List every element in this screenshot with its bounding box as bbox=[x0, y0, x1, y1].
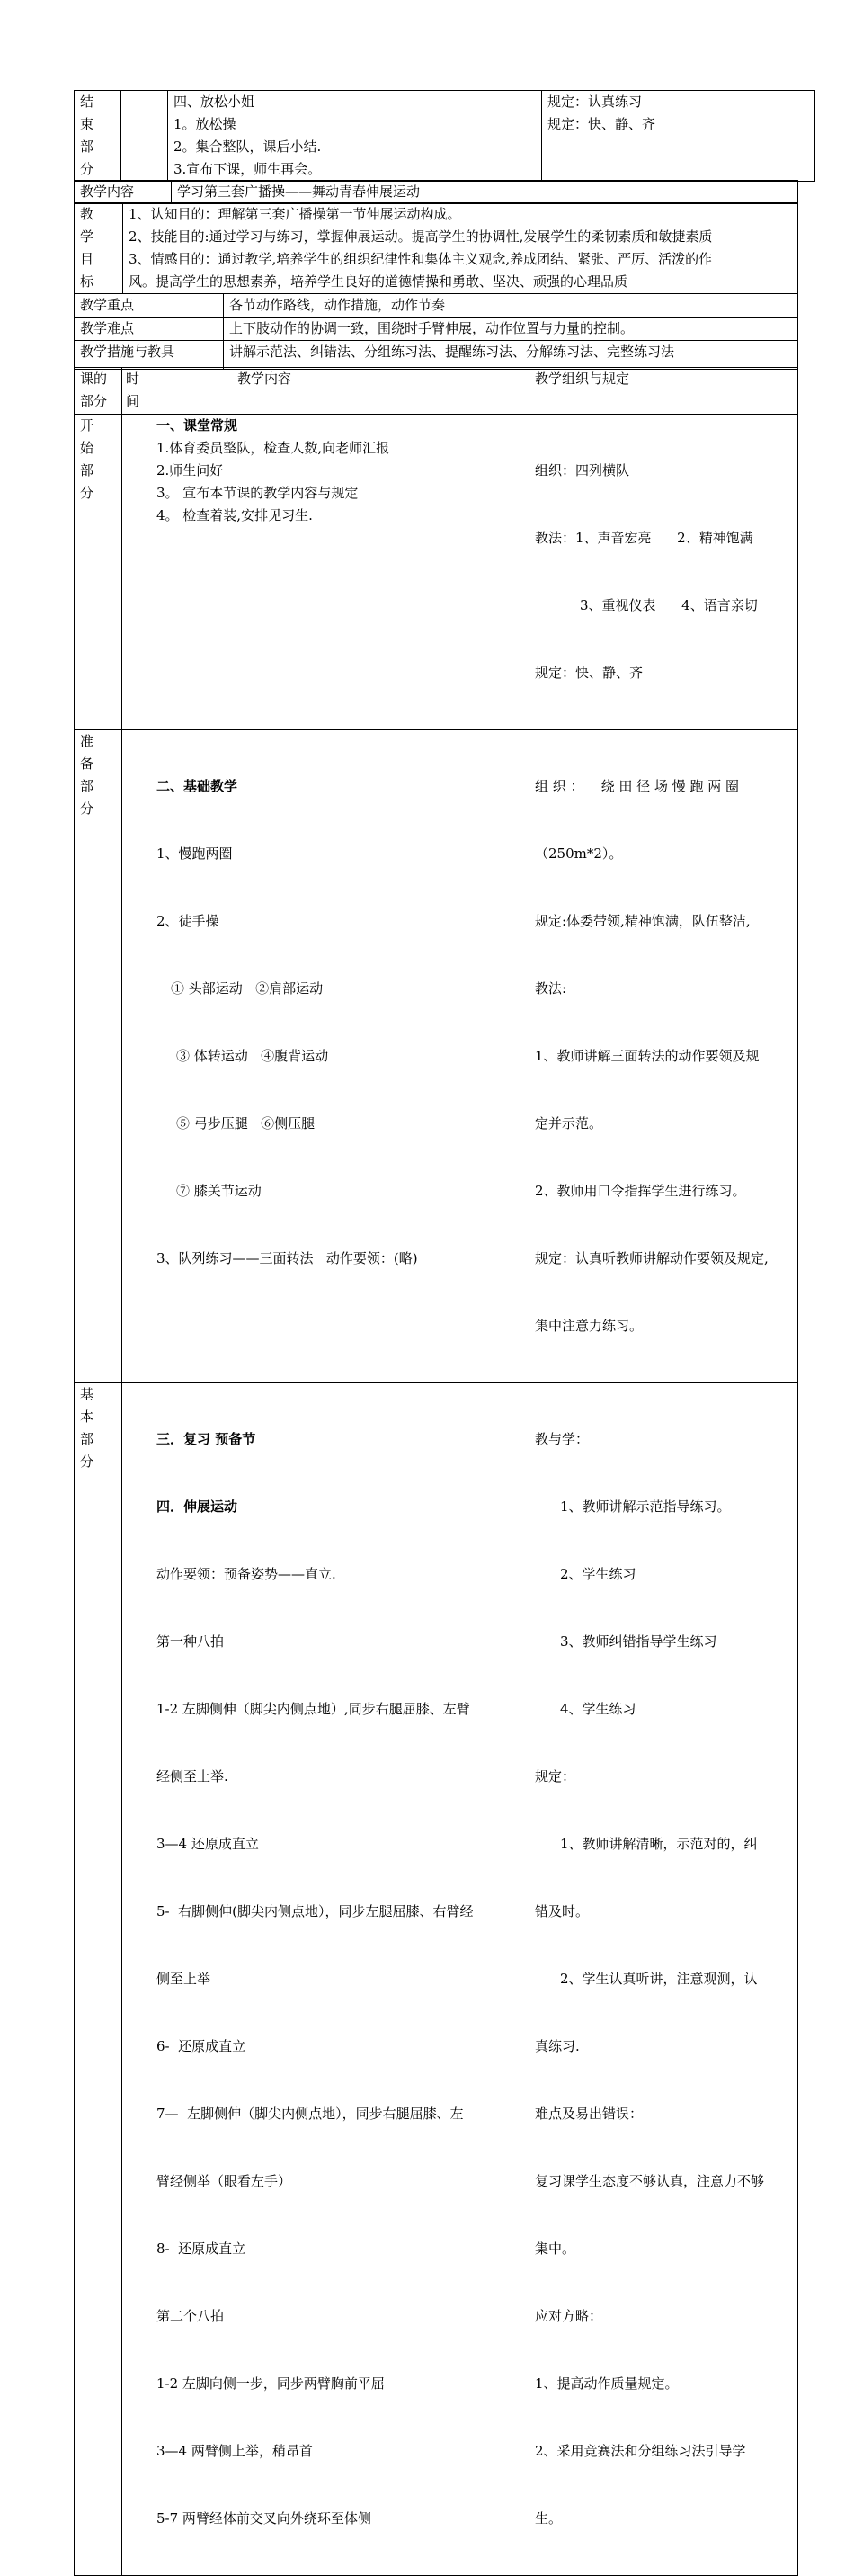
methods-value: 讲解示范法、纠错法、分组练习法、提醒练习法、分解练习法、完整练习法 bbox=[224, 341, 798, 370]
goal-affective-cont: 风。提高学生的思想素养，培养学生良好的道德情操和勇敢、坚决、顽强的心理品质 bbox=[129, 273, 628, 290]
header-content: 教学内容 bbox=[147, 368, 529, 415]
section-heading: 三．复习 预备节 bbox=[156, 1431, 256, 1447]
section-heading: 二、基础教学 bbox=[156, 778, 238, 794]
goals-table bbox=[74, 202, 798, 370]
section-heading: 一、课堂常规 bbox=[156, 417, 238, 434]
section-heading: 四．伸展运动 bbox=[156, 1498, 238, 1515]
start-org: 组织：四列横队 教法：1、声音宏亮 2、精神饱满 3、重视仪表 4、语言亲切 规定：快、静、齐 bbox=[529, 415, 798, 730]
goal-cognitive: 1、认知目的：理解第三套广播操第一节伸展运动构成。 bbox=[129, 206, 461, 222]
lesson-table bbox=[74, 367, 798, 2576]
header-org: 教学组织与规定 bbox=[529, 368, 798, 415]
goals-label: 教 学 目 标 bbox=[75, 203, 123, 294]
basic-org: 教与学： 1、教师讲解示范指导练习。 2、学生练习 3、教师纠错指导学生练习 4、学生练习 规定： 1、教师讲解清晰，示范对的，纠 错及时。 2、学生认真听讲，注意观测，认 真练习. 难点及易出错误： 复习课学生态度不够认真，注意力不够 集中。 应对方略： 1、提高动作质量规定。 2、采用竞赛法和分组练习法引导学 生。 bbox=[529, 1383, 798, 2576]
teaching-content-table bbox=[74, 180, 798, 204]
goals-content bbox=[123, 203, 798, 294]
basic-time-cell bbox=[122, 1383, 147, 2576]
teaching-content-label: 教学内容 bbox=[75, 181, 172, 204]
prep-part-label: 准 备 部 分 bbox=[75, 730, 122, 1383]
end-section-table bbox=[74, 90, 815, 182]
end-org: 规定：认真练习 规定：快、静、齐 bbox=[542, 91, 815, 182]
goal-affective: 3、情感目的：通过教学,培养学生的组织纪律性和集体主义观念,养成团结、紧张、严厉、活泼的作 bbox=[129, 251, 713, 267]
prep-content: 二、基础教学 1、慢跑两圈 2、徒手操 ① 头部运动 ②肩部运动 ③ 体转运动 ④腹背运动 ⑤ 弓步压腿 ⑥侧压腿 ⑦ 膝关节运动 3、队列练习——三面转法 动作要领：(略) bbox=[147, 730, 529, 1383]
start-part-label: 开 始 部 分 bbox=[75, 415, 122, 730]
basic-part-label: 基 本 部 分 bbox=[75, 1383, 122, 2576]
start-content: 一、课堂常规 1.体育委员整队，检查人数,向老师汇报 2.师生问好 3。 宣布本节课的教学内容与规定 4。 检查着装,安排见习生. bbox=[147, 415, 529, 730]
teaching-content-value: 学习第三套广播操——舞动青春伸展运动 bbox=[172, 181, 798, 204]
difficulty-value: 上下肢动作的协调一致，围绕时手臂伸展，动作位置与力量的控制。 bbox=[224, 318, 798, 341]
prep-time-cell bbox=[122, 730, 147, 1383]
header-time: 时 间 bbox=[122, 368, 147, 415]
difficulty-label: 教学难点 bbox=[75, 318, 224, 341]
prep-org: 组 织 ： 绕 田 径 场 慢 跑 两 圈 （250m*2）。 规定:体委带领,精神饱满，队伍整洁, 教法: 1、教师讲解三面转法的动作要领及规 定并示范。 2、教师用口令指挥学生进行练习。 规定：认真听教师讲解动作要领及规定, 集中注意力练习。 bbox=[529, 730, 798, 1383]
header-part: 课的 部分 bbox=[75, 368, 122, 415]
start-time-cell bbox=[122, 415, 147, 730]
methods-label: 教学措施与教具 bbox=[75, 341, 224, 370]
end-content: 四、放松小姐 1。放松操 2。集合整队，课后小结. 3.宣布下课，师生再会。 bbox=[168, 91, 542, 182]
key-points-value: 各节动作路线，动作措施，动作节奏 bbox=[224, 294, 798, 318]
key-points-label: 教学重点 bbox=[75, 294, 224, 318]
basic-content: 三．复习 预备节 四．伸展运动 动作要领：预备姿势——直立. 第一种八拍 1-2 左脚侧伸（脚尖内侧点地）,同步右腿屈膝、左臂 经侧至上举. 3—4 还原成直立 5- 右脚侧伸(脚尖内侧点地），同步左腿屈膝、右臂经 侧至上举 6- 还原成直立 7— 左脚侧伸（脚尖内侧点地），同步右腿屈膝、左 臂经侧举（眼看左手） 8- 还原成直立 第二个八拍 1-2 左脚向侧一步，同步两臂胸前平屈 3—4 两臂侧上举，稍昂首 5-7 两臂经体前交叉向外绕环至体侧 bbox=[147, 1383, 529, 2576]
end-part-label: 结 束 部 分 bbox=[75, 91, 121, 182]
end-time-cell bbox=[121, 91, 168, 182]
goal-skill: 2、技能目的:通过学习与练习，掌握伸展运动。提高学生的协调性,发展学生的柔韧素质和敏捷素质 bbox=[129, 228, 713, 245]
